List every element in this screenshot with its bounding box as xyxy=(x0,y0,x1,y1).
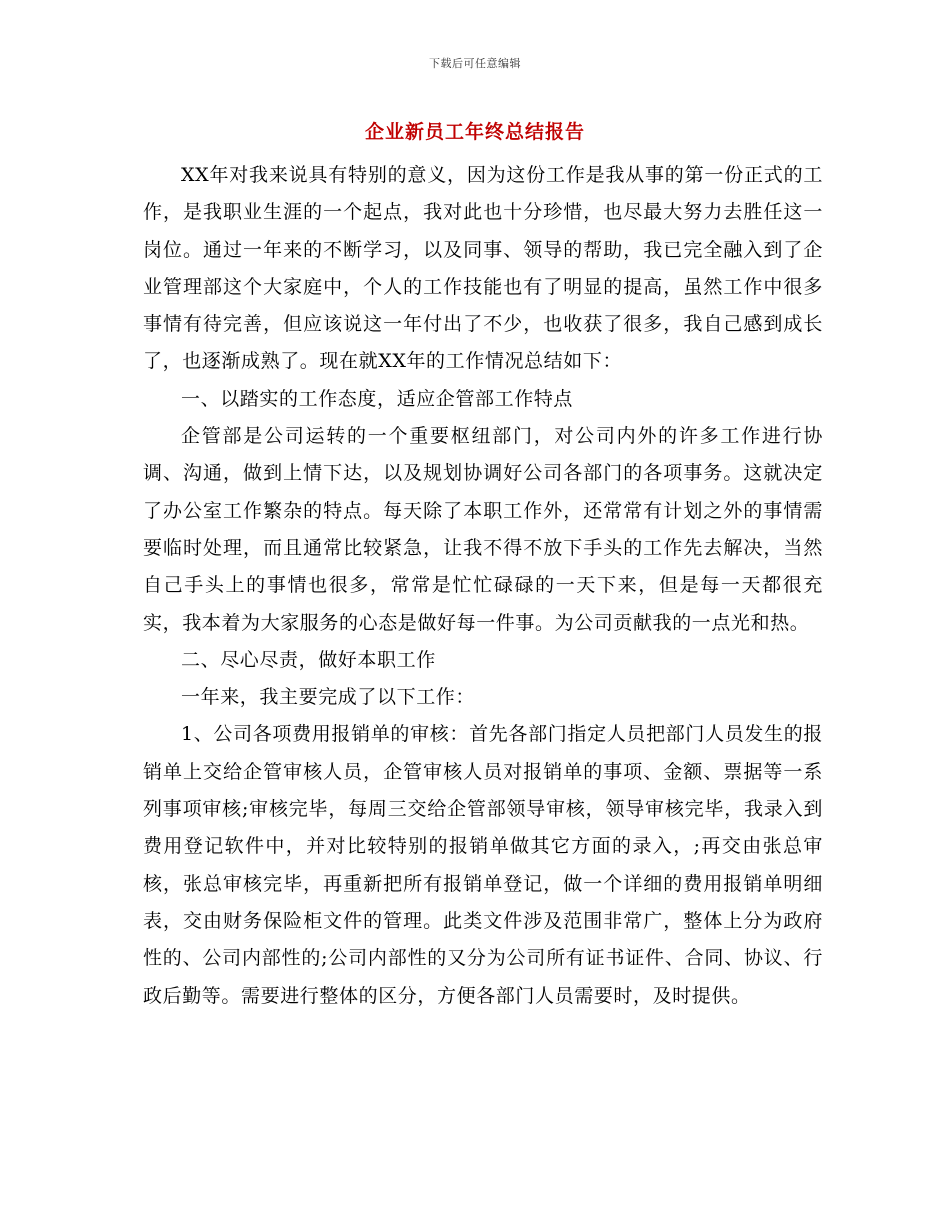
header-note: 下载后可任意编辑 xyxy=(429,57,521,70)
paragraph-work-intro: 一年来，我主要完成了以下工作： xyxy=(181,686,476,709)
paragraph-intro: XX年对我来说具有特别的意义，因为这份工作是我从事的第一份正式的工作，是我职业生涯的一个起点，我对此也十分珍惜，也尽最大努力去胜任这一岗位。通过一年来的不断学习，以及同事、领导的帮助，我已完全融入到了企业管理部这个大家庭中，个人的工作技能也有了明显的提高，虽然工作中很多事情有待完善，但应该说这一年付出了不少，也收获了很多，我自己感到成长了，也逐渐成熟了。现在就XX年的工作情况总结如下： xyxy=(143,164,823,373)
section-heading-2: 二、尽心尽责，做好本职工作 xyxy=(181,648,436,671)
document-body xyxy=(143,157,823,1015)
document-title: 企业新员工年终总结报告 xyxy=(364,121,585,143)
paragraph-section-1: 企管部是公司运转的一个重要枢纽部门，对公司内外的许多工作进行协调、沟通，做到上情下达，以及规划协调好公司各部门的各项事务。这就决定了办公室工作繁杂的特点。每天除了本职工作外，还常常有计划之外的事情需要临时处理，而且通常比较紧急，让我不得不放下手头的工作先去解决，当然自己手头上的事情也很多，常常是忙忙碌碌的一天下来，但是每一天都很充实，我本着为大家服务的心态是做好每一件事。为公司贡献我的一点光和热。 xyxy=(143,425,823,634)
paragraph-item-1: 1、公司各项费用报销单的审核：首先各部门指定人员把部门人员发生的报销单上交给企管审核人员，企管审核人员对报销单的事项、金额、票据等一系列事项审核;审核完毕，每周三交给企管部领导审核，领导审核完毕，我录入到费用登记软件中，并对比较特别的报销单做其它方面的录入，;再交由张总审核，张总审核完毕，再重新把所有报销单登记，做一个详细的费用报销单明细表，交由财务保险柜文件的管理。此类文件涉及范围非常广，整体上分为政府性的、公司内部性的;公司内部性的又分为公司所有证书证件、合同、协议、行政后勤等。需要进行整体的区分，方便各部门人员需要时，及时提供。 xyxy=(143,723,823,1007)
section-heading-1: 一、以踏实的工作态度，适应企管部工作特点 xyxy=(181,387,574,410)
